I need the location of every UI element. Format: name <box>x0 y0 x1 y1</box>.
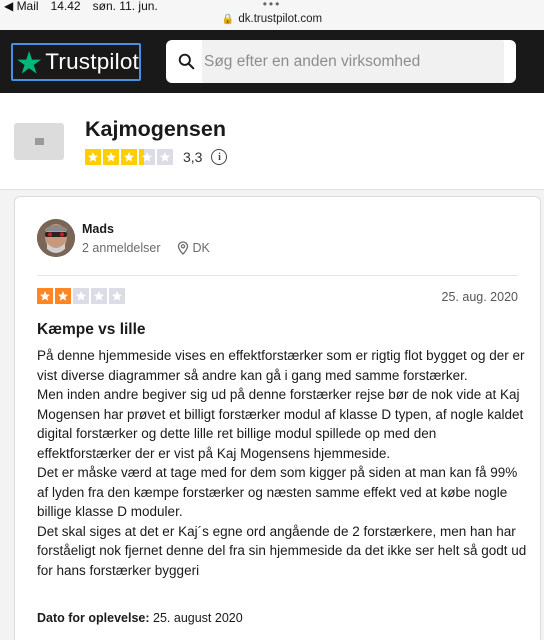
star-icon <box>85 149 101 165</box>
star-icon <box>55 288 71 304</box>
company-name[interactable]: Kajmogensen <box>85 117 226 141</box>
company-logo-placeholder <box>14 123 64 160</box>
search-box[interactable] <box>166 40 516 83</box>
experience-date <box>37 611 243 625</box>
star-icon <box>37 288 53 304</box>
star-icon <box>109 288 125 304</box>
star-icon <box>121 149 137 165</box>
location-pin-icon <box>177 241 189 255</box>
review-paragraph: På denne hjemmeside vises en effektforstærker som er rigtig flot bygget og der er vist diverse diagrammer så andre kan gå i gang med samme forstærker. <box>37 348 525 383</box>
review-title[interactable]: Kæmpe vs lille <box>37 321 146 338</box>
review-count: 2 anmeldelser <box>82 241 161 255</box>
status-time: 14.42 <box>50 0 81 13</box>
company-card <box>0 93 544 190</box>
experience-label: Dato for oplevelse: <box>37 611 150 625</box>
country-code: DK <box>192 241 210 255</box>
reviewer-avatar[interactable] <box>37 219 75 257</box>
address-bar[interactable] <box>0 13 544 25</box>
divider <box>37 275 518 276</box>
url-text: dk.trustpilot.com <box>238 13 323 25</box>
review-paragraph: Det er måske værd at tage med for dem som kigger på siden at man kan få 99% af lyden fra den kæmpe forstærker og næsten samme effekt ved at købe nogle billige klasse D moduler. <box>37 465 518 519</box>
status-date: søn. 11. jun. <box>92 0 158 13</box>
review-paragraph: Men inden andre begiver sig ud på denne forstærker rejse bør de nok vide at Kaj Mogensen har prøvet et billigt forstærker modul af klasse D typen, af nogle kaldet digital forstærker og dette lille ret billige modul spillede op med den effektforstærker der er vist på Kaj Mogensens hjemmeside. <box>37 387 524 461</box>
status-bar <box>0 0 544 30</box>
trustpilot-logo[interactable] <box>11 43 141 81</box>
star-icon <box>139 149 155 165</box>
trustpilot-star-icon <box>16 48 42 77</box>
trust-score: 3,3 <box>183 149 203 165</box>
search-icon[interactable] <box>166 53 202 70</box>
reviewer-location <box>177 241 210 255</box>
logo-text: Trustpilot <box>45 49 139 74</box>
star-icon <box>103 149 119 165</box>
review-date: 25. aug. 2020 <box>441 290 518 304</box>
company-stars <box>85 149 173 165</box>
back-to-mail-link[interactable]: ◀ Mail <box>4 0 39 13</box>
info-icon[interactable]: i <box>211 149 227 165</box>
review-body <box>37 346 527 580</box>
company-rating <box>85 149 227 165</box>
more-dots-icon[interactable]: ••• <box>262 0 282 11</box>
review-card <box>14 196 541 640</box>
reviewer-name[interactable]: Mads <box>82 222 114 236</box>
site-header <box>0 30 544 93</box>
reviewer-meta <box>82 241 210 255</box>
review-stars <box>37 288 125 304</box>
star-icon <box>157 149 173 165</box>
star-icon <box>91 288 107 304</box>
avatar-icon <box>37 219 75 257</box>
search-input[interactable] <box>202 40 516 83</box>
experience-date-value: 25. august 2020 <box>153 611 243 625</box>
star-icon <box>73 288 89 304</box>
lock-icon: 🔒 <box>221 14 235 25</box>
review-paragraph: Det skal siges at det er Kaj´s egne ord angående de 2 forstærkere, men han har forståeligt nok fjernet denne del fra sin hjemmeside da det ikke ser helt så godt ud for hans forstærker byggeri <box>37 523 527 578</box>
